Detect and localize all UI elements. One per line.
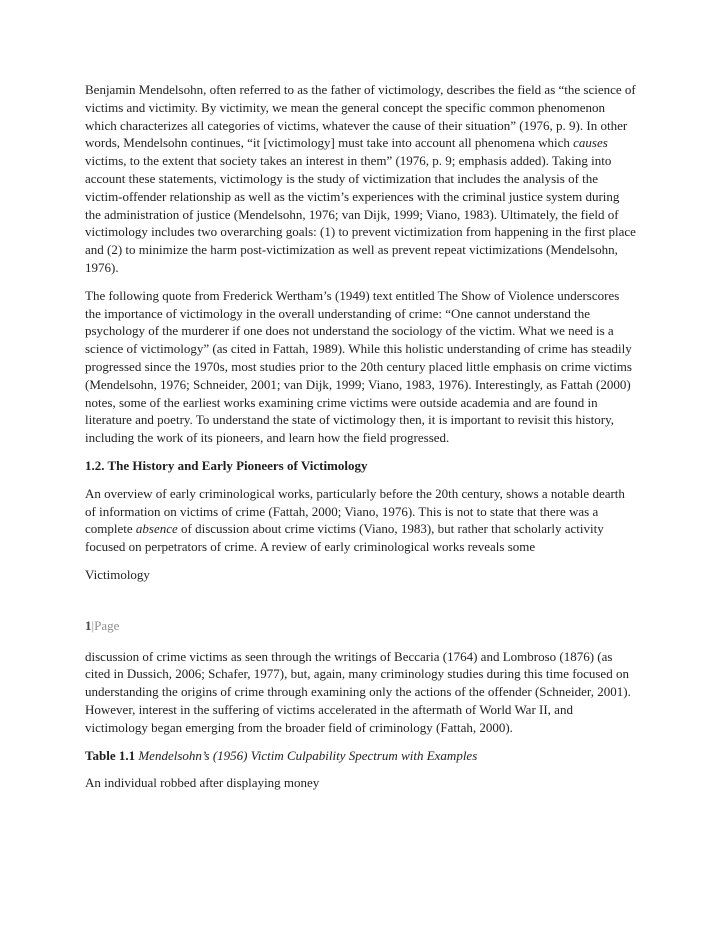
emphasis-causes: causes xyxy=(573,135,608,151)
emphasis-absence: absence xyxy=(135,521,178,537)
paragraph-text: of discussion about crime victims (Viano, 1983), but rather that scholarly activity focused on perpetrators of crime. A review of early criminological works reveals some xyxy=(85,521,604,555)
running-title: Victimology xyxy=(85,566,150,582)
section-heading-1-2: 1.2. The History and Early Pioneers of Victimology xyxy=(85,457,368,473)
page-footer xyxy=(85,617,636,635)
paragraph-crime-victims-continued: discussion of crime victims as seen through the writings of Beccaria (1764) and Lombroso (1876) (as cited in Dussich, 2006; Schafer, 1977), but, again, many criminology studies during this time focused on understanding the origins of crime through examining only the actions of the offender (Schneider, 2001). However, interest in the suffering of victims accelerated in the aftermath of World War II, and victimology began emerging from the broader field of criminology (Fattah, 2000). xyxy=(85,648,631,735)
paragraph-text: Benjamin Mendelsohn, often referred to as the father of victimology, describes the field as “the science of victims and victimity. By victimity, we mean the general concept the specific common phenomenon which characterizes all categories of victims, whatever the cause of their situation” (1976, p. 9). In other words, Mendelsohn continues, “it [victimology] must take into account all phenomena which xyxy=(85,82,636,151)
table-caption-label: Table 1.1 xyxy=(85,747,136,763)
paragraph-text: victims, to the extent that society takes an interest in them” (1976, p. 9; emphasis added). Taking into account these statements, victimology is the study of victimization that includes the analysis of the victim-offender relationship as well as the victim’s experiences with the criminal justice system during the administration of justice (Mendelsohn, 1976; van Dijk, 1999; Viano, 1983). Ultimately, the field of victimology includes two overarching goals: (1) to prevent victimization from happening in the first place and (2) to minimize the harm post-victimization as well as prevent repeat victimizations (Mendelsohn, 1976). xyxy=(85,153,636,275)
table-caption xyxy=(85,747,636,765)
table-row-example: An individual robbed after displaying money xyxy=(85,775,320,791)
paragraph-wertham-quote: The following quote from Frederick Wertham’s (1949) text entitled The Show of Violence underscores the importance of victimology in the overall understanding of crime: “One cannot understand the psychology of the murderer if one does not understand the sociology of the victim. What we need is a science of victimology” (as cited in Fattah, 1989). While this holistic understanding of crime has steadily progressed since the 1970s, most studies prior to the 20th century placed little emphasis on crime victims (Mendelsohn, 1976; Schneider, 2001; van Dijk, 1999; Viano, 1983, 1976). Interestingly, as Fattah (2000) notes, some of the earliest works examining crime victims were outside academia and are found in literature and poetry. To understand the state of victimology then, it is important to revisit this history, including the work of its pioneers, and learn how the field progressed. xyxy=(85,287,632,446)
table-caption-title: Mendelsohn’s (1956) Victim Culpability Spectrum with Examples xyxy=(135,747,478,763)
page-number: 1 xyxy=(85,617,92,633)
paragraph-mendelsohn-definition xyxy=(85,81,636,277)
paragraph-text: An overview of early criminological works, particularly before the 20th century, shows a notable dearth of information on victims of crime (Fattah, 2000; Viano, 1976). This is not to state that there was a complete xyxy=(85,485,625,537)
paragraph-early-works xyxy=(85,485,636,556)
page-footer-label: |Page xyxy=(91,617,120,633)
